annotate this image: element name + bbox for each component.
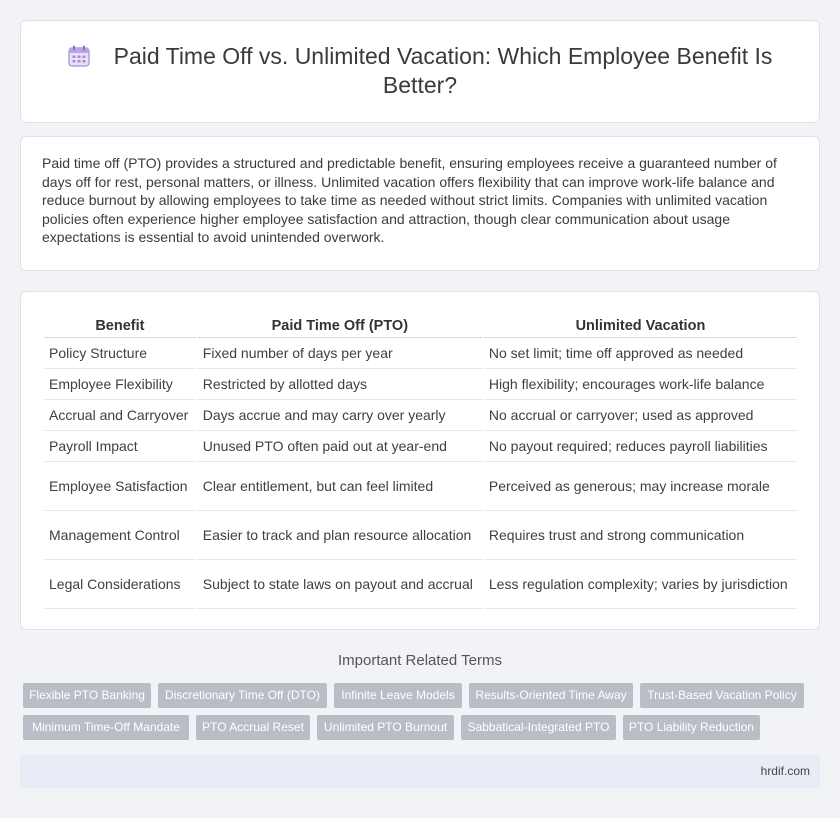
header-pto: Paid Time Off (PTO) xyxy=(198,314,482,338)
header-unlimited: Unlimited Vacation xyxy=(484,314,797,338)
related-term-tag[interactable]: Results-Oriented Time Away xyxy=(469,683,633,708)
related-term-tag[interactable]: PTO Liability Reduction xyxy=(623,715,760,740)
table-row xyxy=(44,462,797,511)
table-row xyxy=(44,338,797,369)
cell-pto: Days accrue and may carry over yearly xyxy=(198,400,482,431)
table-row xyxy=(44,560,797,609)
table-header-row xyxy=(44,314,797,338)
cell-benefit: Accrual and Carryover xyxy=(44,400,196,431)
cell-unlimited: Less regulation complexity; varies by jurisdiction xyxy=(484,560,797,609)
related-term-tag[interactable]: Flexible PTO Banking xyxy=(23,683,151,708)
table-row xyxy=(44,400,797,431)
cell-benefit: Management Control xyxy=(44,511,196,560)
cell-pto: Easier to track and plan resource allocation xyxy=(198,511,482,560)
page-title xyxy=(51,42,789,100)
related-term-tag[interactable]: Infinite Leave Models xyxy=(334,683,462,708)
related-term-tag[interactable]: Discretionary Time Off (DTO) xyxy=(158,683,327,708)
related-terms-heading: Important Related Terms xyxy=(338,652,502,669)
comparison-table xyxy=(42,314,799,609)
related-term-tag[interactable]: Sabbatical-Integrated PTO xyxy=(461,715,616,740)
cell-benefit: Employee Flexibility xyxy=(44,369,196,400)
cell-pto: Restricted by allotted days xyxy=(198,369,482,400)
related-term-tag[interactable]: Trust-Based Vacation Policy xyxy=(640,683,804,708)
cell-benefit: Payroll Impact xyxy=(44,431,196,462)
table-row xyxy=(44,369,797,400)
cell-unlimited: No set limit; time off approved as needed xyxy=(484,338,797,369)
title-card xyxy=(20,20,820,123)
related-term-tag[interactable]: Unlimited PTO Burnout xyxy=(317,715,454,740)
cell-unlimited: No accrual or carryover; used as approved xyxy=(484,400,797,431)
table-row xyxy=(44,431,797,462)
cell-unlimited: High flexibility; encourages work-life balance xyxy=(484,369,797,400)
cell-benefit: Policy Structure xyxy=(44,338,196,369)
table-row xyxy=(44,511,797,560)
comparison-card xyxy=(20,291,820,630)
header-benefit: Benefit xyxy=(44,314,196,338)
cell-pto: Subject to state laws on payout and accrual xyxy=(198,560,482,609)
cell-pto: Clear entitlement, but can feel limited xyxy=(198,462,482,511)
cell-unlimited: No payout required; reduces payroll liabilities xyxy=(484,431,797,462)
cell-benefit: Legal Considerations xyxy=(44,560,196,609)
intro-paragraph: Paid time off (PTO) provides a structured and predictable benefit, ensuring employees receive a guaranteed number of days off for rest, personal matters, or illness. Unlimited vacation offers flexibility that can improve work-life balance and reduce burnout by allowing employees to take time as needed without strict limits. Companies with unlimited vacation policies often experience higher employee satisfaction and attraction, though clear communication about usage expectations is essential to avoid unintended overwork. xyxy=(42,155,777,245)
cell-benefit: Employee Satisfaction xyxy=(44,462,196,511)
related-term-tag[interactable]: Minimum Time-Off Mandate xyxy=(23,715,189,740)
title-text: Paid Time Off vs. Unlimited Vacation: Which Employee Benefit Is Better? xyxy=(113,43,773,98)
related-term-tag[interactable]: PTO Accrual Reset xyxy=(196,715,310,740)
footer xyxy=(20,754,820,788)
cell-unlimited: Perceived as generous; may increase morale xyxy=(484,462,797,511)
cell-pto: Fixed number of days per year xyxy=(198,338,482,369)
footer-site-link[interactable]: hrdif.com xyxy=(760,764,810,778)
cell-pto: Unused PTO often paid out at year-end xyxy=(198,431,482,462)
intro-card xyxy=(20,136,820,271)
cell-unlimited: Requires trust and strong communication xyxy=(484,511,797,560)
calendar-icon xyxy=(68,45,90,67)
